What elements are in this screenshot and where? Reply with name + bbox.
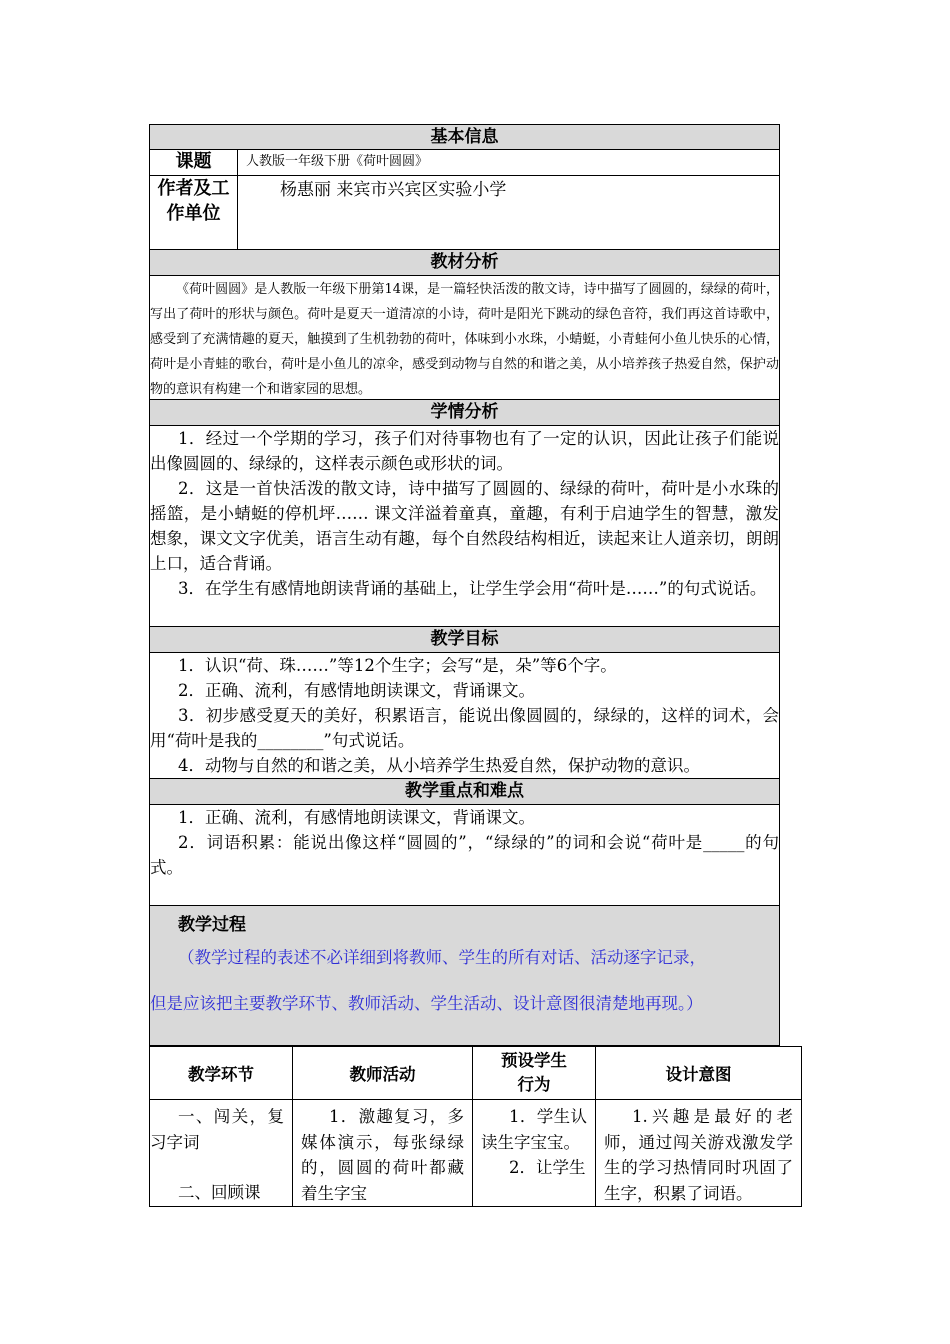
table-header-row [150,1047,802,1100]
teacher-cell [293,1100,473,1207]
learner-item: 1．经过一个学期的学习，孩子们对待事物也有了一定的认识，因此让孩子们能说出像圆圆的、绿绿的，这样表示颜色或形状的词。 [150,429,779,473]
material-title: 教材分析 [430,252,499,272]
learner-item: 3．在学生有感情地朗读背诵的基础上，让学生学会用“荷叶是……”的句式说话。 [178,579,767,598]
process-note-line: 但是应该把主要教学环节、教师活动、学生活动、设计意图很清楚地再现。） [150,994,703,1013]
student-cell [473,1100,596,1207]
teaching-steps-table [149,1046,802,1207]
topic-label: 课题 [150,150,238,175]
keypoint-item: 2．词语积累：能说出像这样“圆圆的”，“绿绿的”的词和会说“荷叶是_____的句式。 [150,833,779,877]
material-header [149,250,780,276]
goals-body [149,653,780,779]
stage-cell [150,1100,293,1207]
table-row [150,1100,802,1207]
keypoints-body [149,805,780,906]
goal-item: 1．认识“荷、珠……”等12个生字；会写“是，朵”等6个字。 [178,656,617,675]
col-header-student: 预设学生行为 [473,1047,596,1100]
learner-item: 2．这是一首快活泼的散文诗，诗中描写了圆圆的、绿绿的荷叶，荷叶是小水珠的摇篮，是小蜻蜓的停机坪…… 课文洋溢着童真，童趣，有利于启迪学生的智慧，激发想象，课文文字优美，语言生动有趣，每个自然段结构相近，读起来让人道亲切，朗朗上口，适合背诵。 [150,479,779,573]
col-header-intent: 设计意图 [596,1047,802,1100]
teacher-text: 1．激趣复习，多媒体演示，每张绿绿的，圆圆的荷叶都藏着生字宝 [301,1107,464,1203]
process-note-line: （教学过程的表述不必详细到将教师、学生的所有对话、活动逐字记录， [178,948,706,967]
learner-title: 学情分析 [430,402,499,422]
process-note [150,935,779,1027]
material-text: 《荷叶圆圆》是人教版一年级下册第14课，是一篇轻快活泼的散文诗，诗中描写了圆圆的，绿绿的荷叶，写出了荷叶的形状与颜色。荷叶是夏天一道清凉的小诗，荷叶是阳光下跳动的绿色音符，我们再这首诗歌中，感受到了充满情趣的夏天，触摸到了生机勃勃的荷叶，体味到小水珠，小蜻蜓，小青蛙何小鱼儿快乐的心情，荷叶是小青蛙的歌台，荷叶是小鱼儿的凉伞，感受到动物与自然的和谐之美，从小培养孩子热爱自然，保护动物的意识有构建一个和谐家园的思想。 [150,282,779,397]
stage-text: 一、闯关，复习字词 [150,1107,284,1152]
keypoint-item: 1．正确、流利，有感情地朗读课文，背诵课文。 [178,808,535,827]
goals-title: 教学目标 [430,629,499,649]
learner-body [149,426,780,627]
topic-value: 人教版一年级下册《荷叶圆圆》 [246,154,429,169]
keypoints-title: 教学重点和难点 [405,781,524,801]
author-row [149,176,780,250]
student-text: 2．让学生 [509,1158,586,1177]
basic-info-title: 基本信息 [430,127,499,147]
topic-row [149,150,780,176]
process-section [149,906,780,1046]
author-label: 作者及工作单位 [150,176,238,249]
goal-item: 3．初步感受夏天的美好，积累语言，能说出像圆圆的，绿绿的，这样的词术，会用“荷叶是我的________”句式说话。 [150,706,779,750]
process-title: 教学过程 [178,915,246,935]
keypoints-header [149,779,780,805]
goal-item: 4．动物与自然的和谐之美，从小培养学生热爱自然，保护动物的意识。 [178,756,700,775]
intent-text: 1.兴趣是最好的老师，通过闯关游戏激发学生的学习热情同时巩固了生字，积累了词语。 [604,1107,793,1203]
material-body [149,276,780,400]
stage-text: 二、回顾课 [178,1183,261,1202]
intent-cell [596,1100,802,1207]
goal-item: 2．正确、流利，有感情地朗读课文，背诵课文。 [178,681,535,700]
col-header-stage: 教学环节 [150,1047,293,1100]
learner-header [149,400,780,426]
student-text: 1．学生认读生字宝宝。 [481,1107,587,1152]
lesson-plan [149,124,780,1046]
basic-info-header [149,124,780,150]
author-value: 杨惠丽 来宾市兴宾区实验小学 [280,180,507,200]
col-header-teacher: 教师活动 [293,1047,473,1100]
goals-header [149,627,780,653]
